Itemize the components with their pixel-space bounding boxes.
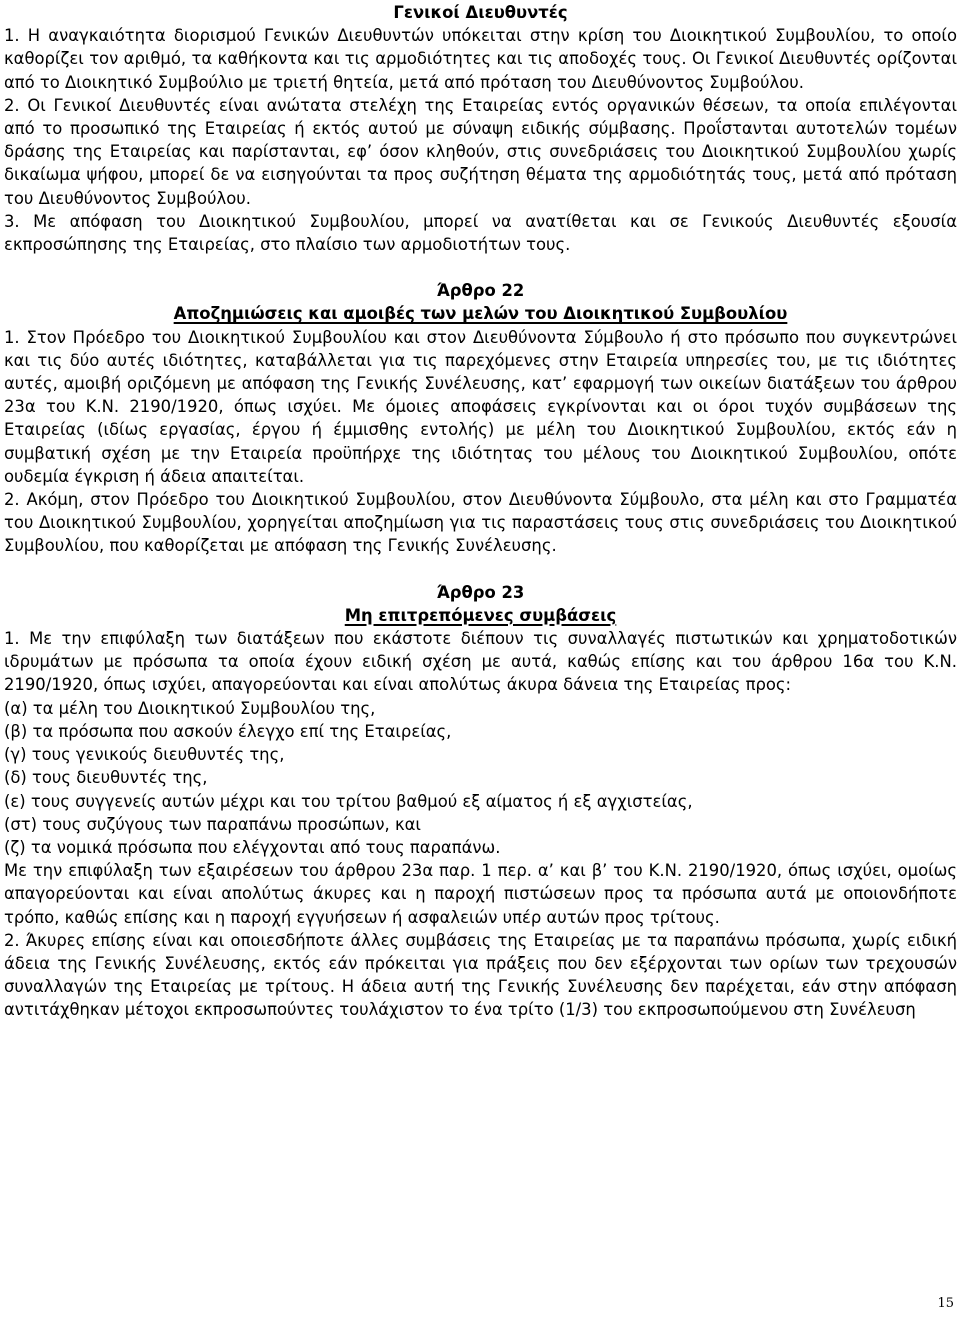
article-23-paragraph-2: 2. Άκυρες επίσης είναι και οποιεσδήποτε άλλες συμβάσεις της Εταιρείας με τα παραπάνω πρόσωπα, χωρίς ειδική άδεια της Γενικής Συνέλευσης, εκτός εάν πρόκειται για πράξεις που δεν εξέρχονται των ορίων των τρεχουσών συναλλαγών της Εταιρείας με τρίτους. Η άδεια αυτή της Γενικής Συνέλευσης δεν παρέχεται, εάν στην απόφαση αντιτάχθηκαν μέτοχοι εκπροσωπούντες τουλάχιστον το ένα τρίτο (1/3) του εκπροσωπούμενου στη Συνέλευση bbox=[4, 930, 957, 1020]
list-item: (β) τα πρόσωπα που ασκούν έλεγχο επί της Εταιρείας, bbox=[4, 721, 452, 741]
list-item: (δ) τους διευθυντές της, bbox=[4, 768, 208, 788]
list-item: (ζ) τα νομικά πρόσωπα που ελέγχονται από τους παραπάνω. bbox=[4, 837, 501, 857]
article-22-paragraph-1: 1. Στον Πρόεδρο του Διοικητικού Συμβουλίου και στον Διευθύνοντα Σύμβουλο ή στο πρόσωπο που συγκεντρώνει και τις δύο αυτές ιδιότητες, καταβάλλεται για τις παρεχόμενες στην Εταιρεία υπηρεσίες του, με τις ιδιότητες αυτές, αμοιβή οριζόμενη με απόφαση της Γενικής Συνέλευσης, κατ’ εφαρμογή των οικείων διατάξεων του άρθρου 23α του Κ.Ν. 2190/1920, όπως ισχύει. Με όμοιες αποφάσεις εγκρίνονται και οι όροι τυχόν συμβάσεων της Εταιρείας (ιδίως εργασίας, έργου ή έμμισθης εντολής) με μέλη του Διοικητικού Συμβουλίου, εκτός εάν η συμβατική σχέση με την Εταιρεία προϋπήρχε της ιδιότητας του μέλους του Διοικητικού Συμβουλίου, οπότε ουδεμία έγκριση ή άδεια απαιτείται. bbox=[4, 327, 957, 486]
paragraph-general-directors-1: 1. Η αναγκαιότητα διορισμού Γενικών Διευθυντών υπόκειται στην κρίση του Διοικητικού Συμβουλίου, το οποίο καθορίζει τον αριθμό, τα καθήκοντα και τις αρμοδιότητες και τις αποδοχές τους. Οι Γενικοί Διευθυντές ορίζονται από το Διοικητικό Συμβούλιο με τριετή θητεία, μετά από πρόταση του Διευθύνοντος Συμβούλου. bbox=[4, 26, 957, 92]
article-23-paragraph-1: 1. Με την επιφύλαξη των διατάξεων που εκάστοτε διέπουν τις συναλλαγές πιστωτικών και χρηματοδοτικών ιδρυμάτων με πρόσωπα τα οποία έχουν ειδική σχέση με αυτά, καθώς επίσης και του άρθρου 16α του Κ.Ν. 2190/1920, όπως ισχύει, απαγορεύονται και είναι απολύτως άκυρα δάνεια της Εταιρείας προς: bbox=[4, 629, 957, 695]
section-heading-general-directors: Γενικοί Διευθυντές bbox=[393, 3, 568, 22]
article-22-number: Άρθρο 22 bbox=[436, 281, 525, 301]
paragraph-general-directors-2: 2. Οι Γενικοί Διευθυντές είναι ανώτατα στελέχη της Εταιρείας εντός οργανικών θέσεων, τα οποία επιλέγονται από το προσωπικό της Εταιρείας ή εκτός αυτού με σύναψη ειδικής σύμβασης. Προΐστανται αυτοτελών τομέων δράσης της Εταιρείας και παρίστανται, εφ’ όσον κληθούν, στις συνεδριάσεις του Διοικητικού Συμβουλίου χωρίς δικαίωμα ψήφου, μπορεί δε να εισηγούνται τα προς συζήτηση θέματα της αρμοδιότητάς τους, μετά από πρόταση του Διευθύνοντος Συμβούλου. bbox=[4, 95, 957, 208]
paragraph-general-directors-3: 3. Με απόφαση του Διοικητικού Συμβουλίου, μπορεί να ανατίθεται και σε Γενικούς Διευθυντές εξουσία εκπροσώπησης της Εταιρείας, στο πλαίσιο των αρμοδιοτήτων τους. bbox=[4, 211, 957, 255]
document-page bbox=[4, 0, 957, 1022]
article-23-paragraph-1-continued: Με την επιφύλαξη των εξαιρέσεων του άρθρου 23α παρ. 1 περ. α’ και β’ του Κ.Ν. 2190/1920, όπως ισχύει, ομοίως απαγορεύονται και είναι απολύτως άκυρες και η παροχή πιστώσεων προς τα πρόσωπα αυτά με οποιονδήποτε τρόπο, καθώς επίσης και η παροχή εγγυήσεων ή ασφαλειών υπέρ αυτών προς τρίτους. bbox=[4, 861, 957, 927]
list-item: (γ) τους γενικούς διευθυντές της, bbox=[4, 745, 285, 765]
article-22-title: Αποζημιώσεις και αμοιβές των μελών του Διοικητικού Συμβουλίου bbox=[173, 304, 788, 324]
list-item: (ε) τους συγγενείς αυτών μέχρι και του τρίτου βαθμού εξ αίματος ή εξ αγχιστείας, bbox=[4, 791, 693, 811]
page-number: 15 bbox=[937, 1296, 954, 1311]
list-item: (στ) τους συζύγους των παραπάνω προσώπων, και bbox=[4, 814, 421, 834]
list-item: (α) τα μέλη του Διοικητικού Συμβουλίου της, bbox=[4, 698, 376, 718]
article-23-title: Μη επιτρεπόμενες συμβάσεις bbox=[344, 605, 617, 625]
article-22-paragraph-2: 2. Ακόμη, στον Πρόεδρο του Διοικητικού Συμβουλίου, στον Διευθύνοντα Σύμβουλο, στα μέλη και στο Γραμματέα του Διοικητικού Συμβουλίου, χορηγείται αποζημίωση για τις παραστάσεις τους στις συνεδριάσεις του Διοικητικού Συμβουλίου, που καθορίζεται με απόφαση της Γενικής Συνέλευσης. bbox=[4, 490, 957, 556]
article-23-number: Άρθρο 23 bbox=[436, 582, 525, 602]
